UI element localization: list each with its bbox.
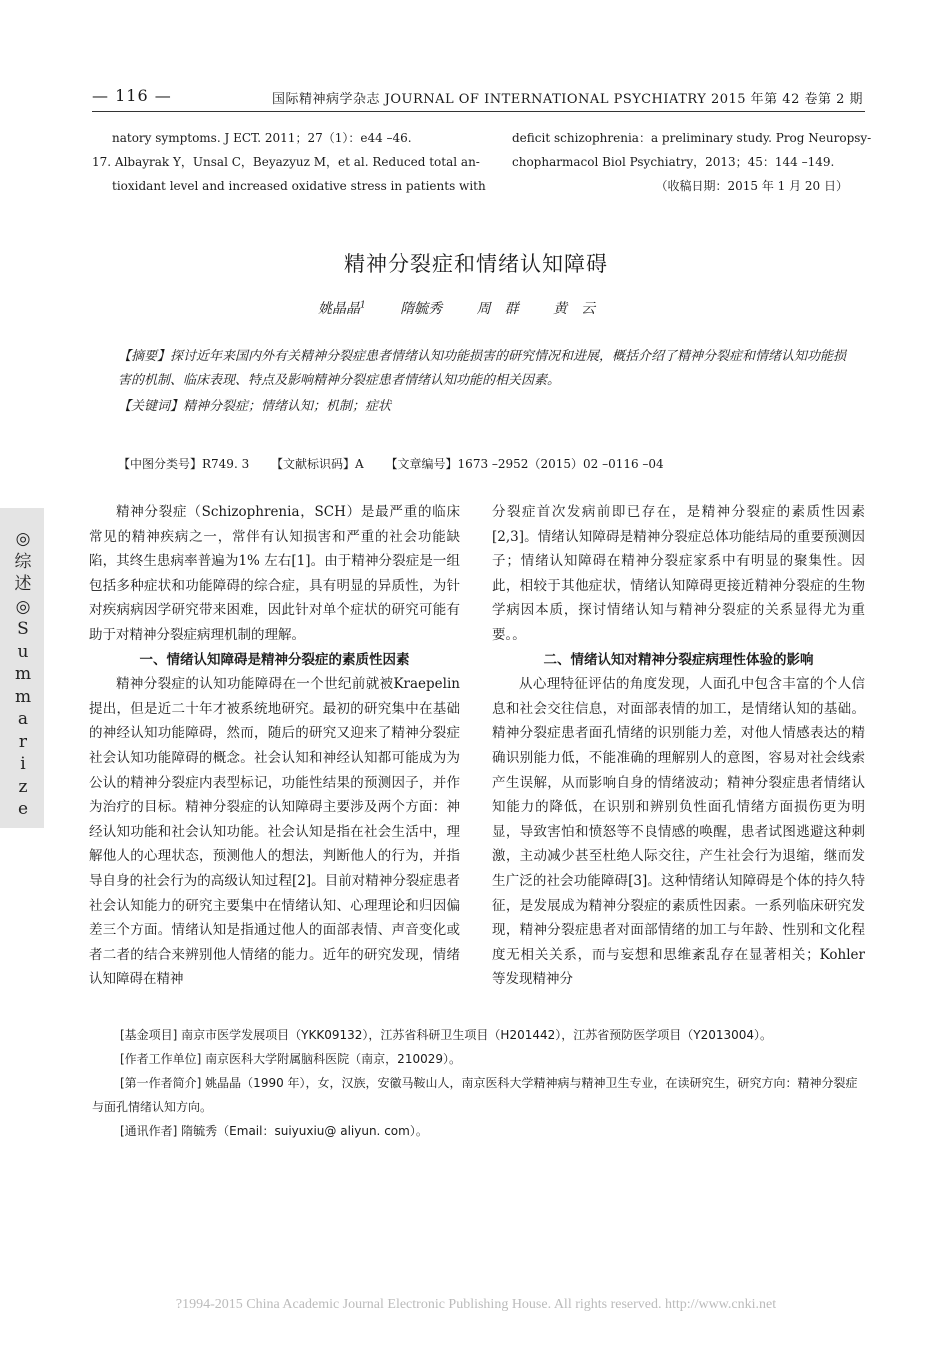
footnote-affiliation: [作者工作单位] 南京医科大学附属脑科医院（南京，210029）。 — [120, 1052, 461, 1066]
footnote-funding: [基金项目] 南京市医学发展项目（YKK09132），江苏省科研卫生项目（H201442），江苏省预防医学项目（Y2013004）。 — [120, 1028, 773, 1042]
journal-header: 国际精神病学杂志 JOURNAL OF INTERNATIONAL PSYCHIATRY 2015 年第 42 卷第 2 期 — [272, 92, 864, 107]
header-rule — [92, 111, 865, 112]
reference-line: tioxidant level and increased oxidative stress in patients with — [112, 179, 486, 193]
paragraph: 精神分裂症（Schizophrenia，SCH）是最严重的临床常见的精神疾病之一，常伴有认知损害和严重的社会功能缺陷，其终生患病率普遍为1% 左右[1]。由于精神分裂症是一组包括多种症状和功能障碍的综合症，具有明显的异质性，为针对疾病病因学研究带来困难，因此针对单个症状的研究可能有助于对精神分裂症病理机制的理解。 — [89, 504, 460, 643]
document-code: 【文献标识码】A — [271, 457, 364, 471]
article-number: 【文章编号】1673 –2952（2015）02 –0116 –04 — [385, 457, 664, 471]
footnotes — [92, 1023, 867, 1143]
paragraph: 从心理特征评估的角度发现，人面孔中包含丰富的个人信息和社会交往信息，对面部表情的加工，是情绪认知的基础。精神分裂症患者面孔情绪的识别能力差，对他人情感表达的精确识别能力低，不能准确的理解别人的意图，容易对社会线索产生误解，从而影响自身的情绪波动；精神分裂症患者情绪认知能力的降低，在识别和辨别负性面孔情绪方面损伤更为明显，导致害怕和愤怒等不良情感的唤醒，患者试图逃避这种刺激，主动减少甚至杜绝人际交往，产生社会行为退缩，继而发生广泛的社会功能障碍[3]。这种情绪认知障碍是个体的持久特征，是发展成为精神分裂症的素质性因素。一系列临床研究发现，精神分裂症患者对面部情绪的加工与年龄、性别和文化程度无相关关系，而与妄想和思维紊乱存在显著相关；Kohler 等发现精神分 — [492, 676, 865, 988]
abstract: 【摘要】探讨近年来国内外有关精神分裂症患者情绪认知功能损害的研究情况和进展，概括介绍了精神分裂症和情绪认知功能损害的机制、临床表现、特点及影响精神分裂症患者情绪认知功能的相关因素。 — [118, 349, 847, 388]
body-column-left — [89, 500, 460, 992]
section-side-label: ◎ 综 述 ◎ S u m m a r i z e — [14, 529, 32, 819]
section-heading: 一、情绪认知障碍是精神分裂症的素质性因素 — [139, 651, 410, 668]
reference-line: deficit schizophrenia：a preliminary study. Prog Neuropsy- — [512, 131, 872, 145]
article-title: 精神分裂症和情绪认知障碍 — [344, 252, 608, 276]
footnote-corresponding: [通讯作者] 隋毓秀（Email：suiyuxiu@ aliyun. com）。 — [120, 1124, 428, 1138]
author: 周 群 — [476, 301, 519, 317]
section-heading: 二、情绪认知对精神分裂症病理性体验的影响 — [543, 651, 814, 668]
abstract-block — [118, 345, 852, 419]
classification-line — [118, 455, 682, 472]
author: 姚晶晶$^1$ — [318, 300, 366, 317]
previous-references-left — [92, 126, 486, 198]
previous-references-right — [492, 126, 872, 198]
reference-line: 17. Albayrak Y，Unsal C，Beyazyuz M，et al. Reduced total an- — [92, 155, 480, 169]
received-date: （收稿日期：2015 年 1 月 20 日） — [655, 179, 848, 193]
author-list — [318, 298, 625, 318]
author: 黄 云 — [553, 301, 596, 317]
paragraph: 精神分裂症的认知功能障碍在一个世纪前就被Kraepelin 提出，但是近二十年才被系统地研究。最初的研究集中在基础的神经认知功能障碍，然而，随后的研究又迎来了精神分裂症社会认知功能障碍的概念。社会认知和神经认知都可能成为为公认的精神分裂症内表型标记，功能性结果的预测因子，并作为治疗的目标。精神分裂症的认知障碍主要涉及两个方面：神经认知功能和社会认知功能。社会认知是指在社会生活中，理解他人的心理状态，预测他人的想法，判断他人的行为，并指导自身的社会行为的高级认知过程[2]。目前对精神分裂症患者社会认知能力的研究主要集中在情绪认知、心理理论和归因偏差三个方面。情绪认知是指通过他人的面部表情、声音变化或者二者的结合来辨别他人情绪的能力。近年的研究发现，情绪认知障碍在精神 — [89, 676, 460, 988]
body-column-right — [492, 500, 865, 992]
paragraph: 分裂症首次发病前即已存在，是精神分裂症的素质性因素[2,3]。情绪认知障碍是精神分裂症总体功能结局的重要预测因子；情绪认知障碍在精神分裂症家系中有明显的聚集性。因此，相较于其他症状，情绪认知障碍更接近精神分裂症的生物学病因本质，探讨情绪认知与精神分裂症的关系显得尤为重要。。 — [492, 504, 865, 643]
clc-number: 【中图分类号】R749. 3 — [118, 457, 250, 471]
copyright-watermark: ?1994-2015 China Academic Journal Electronic Publishing House. All rights reserved. http://www.cnki.net — [175, 1297, 777, 1312]
keywords: 【关键词】精神分裂症；情绪认知；机制；症状 — [118, 399, 392, 414]
author: 隋毓秀 — [400, 301, 443, 317]
reference-line: chopharmacol Biol Psychiatry，2013；45：144 –149. — [512, 155, 835, 169]
reference-line: natory symptoms. J ECT. 2011；27（1）：e44 –46. — [112, 131, 412, 145]
page-number: — 116 — — [92, 86, 172, 105]
footnote-first-author: [第一作者简介] 姚晶晶（1990 年），女，汉族，安徽马鞍山人，南京医科大学精神病与精神卫生专业，在读研究生，研究方向：精神分裂症与面孔情绪认知方向。 — [92, 1076, 858, 1114]
